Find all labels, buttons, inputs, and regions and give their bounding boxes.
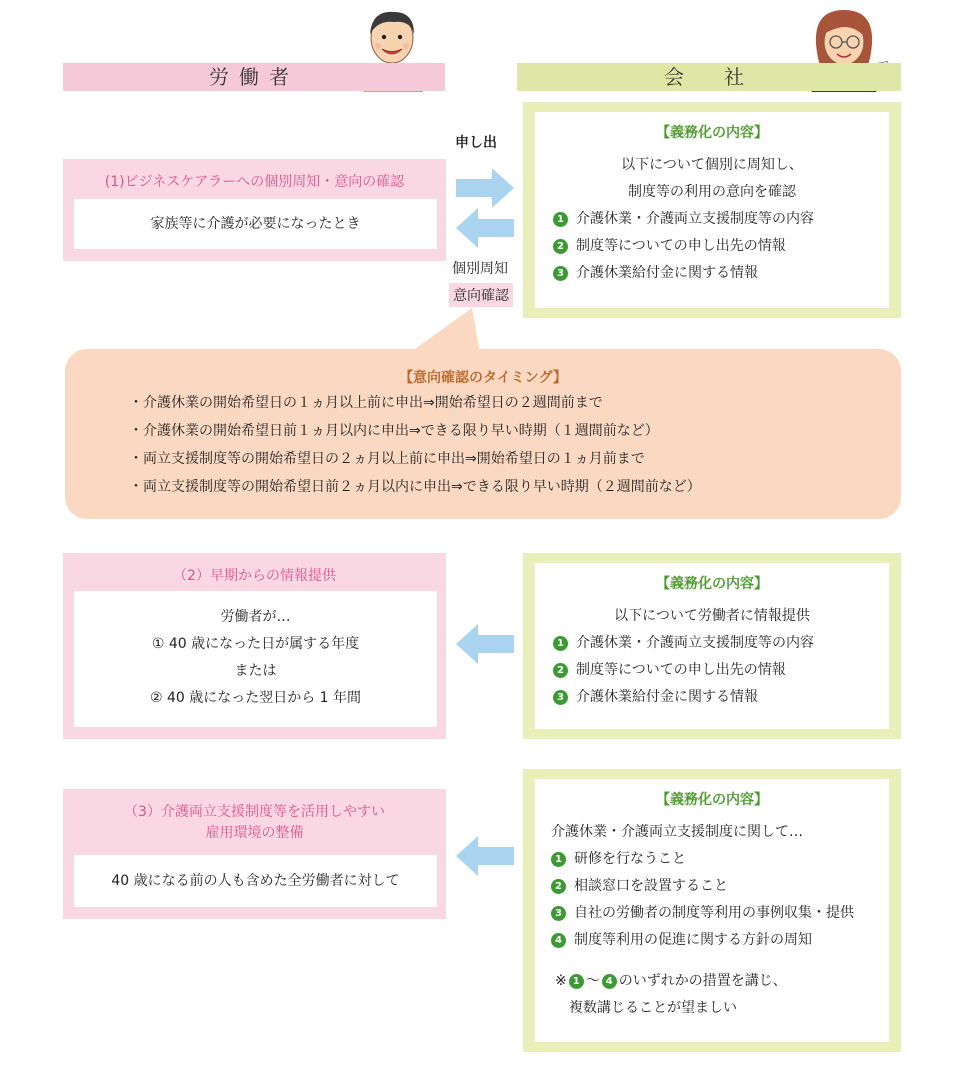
- timing-title: 【意向確認のタイミング】: [399, 370, 567, 386]
- section3-company-intro: 介護休業・介護両立支援制度に関して…: [551, 824, 803, 840]
- arrow-left-section3: [456, 836, 514, 876]
- arrow-label-request: 申し出: [455, 135, 497, 151]
- number-badge: 1: [553, 636, 568, 651]
- section1-worker-text: 家族等に介護が必要になったとき: [150, 216, 361, 232]
- section3-company-title: 【義務化の内容】: [656, 792, 768, 808]
- section3-worker-box: [63, 789, 446, 919]
- section1-company-title: 【義務化の内容】: [656, 125, 768, 141]
- section3-worker-inner: [74, 855, 437, 907]
- number-badge: 4: [551, 933, 566, 948]
- section3-worker-title-2: 雇用環境の整備: [205, 825, 304, 841]
- number-badge: 2: [553, 239, 568, 254]
- section2-company-box: [523, 553, 901, 739]
- section1-worker-title: (1)ビジネスケアラーへの個別周知・意向の確認: [104, 174, 405, 190]
- section1-item: 1 介護休業・介護両立支援制度等の内容: [553, 206, 889, 233]
- section1-company-intro-2: 制度等の利用の意向を確認: [628, 184, 796, 200]
- arrow-left-section2: [456, 624, 514, 664]
- section3-company-inner: [535, 779, 889, 1042]
- timing-line: ・両立支援制度等の開始希望日前２ヵ月以内に申出⇒できる限り早い時期（２週間前など）: [129, 479, 701, 495]
- section2-worker-line: ② 40 歳になった翌日から 1 年間: [149, 690, 362, 706]
- number-badge: 4: [602, 974, 617, 989]
- section3-company-box: [523, 769, 901, 1052]
- number-badge: 3: [553, 266, 568, 281]
- section1-worker-box: [63, 159, 446, 261]
- section3-note-line-2: 複数講じることが望ましい: [569, 1000, 737, 1016]
- arrow-label-individual-notice: 個別周知: [452, 261, 508, 277]
- number-badge: 2: [553, 663, 568, 678]
- section1-company-inner: [535, 112, 889, 308]
- number-badge: 2: [551, 879, 566, 894]
- section2-worker-inner: [74, 591, 437, 727]
- number-badge: 1: [553, 212, 568, 227]
- number-badge: 3: [553, 690, 568, 705]
- section3-item: 4 制度等利用の促進に関する方針の周知: [551, 927, 889, 954]
- section2-company-intro: 以下について労働者に情報提供: [614, 608, 810, 624]
- section2-worker-line: 労働者が…: [220, 609, 291, 625]
- section2-item: 3 介護休業給付金に関する情報: [553, 684, 889, 711]
- timing-line: ・介護休業の開始希望日前１ヵ月以内に申出⇒できる限り早い時期（１週間前など）: [129, 423, 659, 439]
- section3-item: 2 相談窓口を設置すること: [551, 873, 889, 900]
- callout-pointer: [380, 308, 480, 354]
- section2-company-inner: [535, 563, 889, 729]
- number-badge: 1: [569, 974, 584, 989]
- timing-line: ・介護休業の開始希望日の１ヵ月以上前に申出⇒開始希望日の２週間前まで: [129, 395, 603, 411]
- section1-worker-inner: [74, 199, 437, 249]
- section2-worker-line: ① 40 歳になった日が属する年度: [151, 636, 360, 652]
- section3-worker-title-1: （3）介護両立支援制度等を活用しやすい: [124, 804, 385, 820]
- section2-worker-box: [63, 553, 446, 739]
- section3-note-line-1: ※ 1 〜 4 のいずれかの措置を講じ、: [555, 973, 787, 989]
- section2-item: 1 介護休業・介護両立支援制度等の内容: [553, 630, 889, 657]
- section2-worker-title: （2）早期からの情報提供: [173, 568, 336, 584]
- timing-line: ・両立支援制度等の開始希望日の２ヵ月以上前に申出⇒開始希望日の１ヵ月前まで: [129, 451, 645, 467]
- worker-header: 労働者: [63, 63, 445, 91]
- number-badge: 1: [551, 852, 566, 867]
- section1-company-box: [523, 102, 901, 318]
- section2-company-title: 【義務化の内容】: [656, 576, 768, 592]
- section1-item: 2 制度等についての申し出先の情報: [553, 233, 889, 260]
- section2-worker-line: または: [234, 663, 277, 679]
- section1-company-intro-1: 以下について個別に周知し、: [621, 157, 803, 173]
- arrow-label-intent-check: 意向確認: [449, 283, 513, 307]
- section2-item: 2 制度等についての申し出先の情報: [553, 657, 889, 684]
- timing-callout: [65, 349, 901, 519]
- arrow-right-request: [456, 168, 514, 208]
- section3-item: 3 自社の労働者の制度等利用の事例収集・提供: [551, 900, 889, 927]
- number-badge: 3: [551, 906, 566, 921]
- section3-item: 1 研修を行なうこと: [551, 846, 889, 873]
- section1-item: 3 介護休業給付金に関する情報: [553, 260, 889, 287]
- company-header: 会 社: [517, 63, 901, 91]
- section3-worker-text: 40 歳になる前の人も含めた全労働者に対して: [111, 873, 400, 889]
- arrow-left-notify-section1: [456, 208, 514, 248]
